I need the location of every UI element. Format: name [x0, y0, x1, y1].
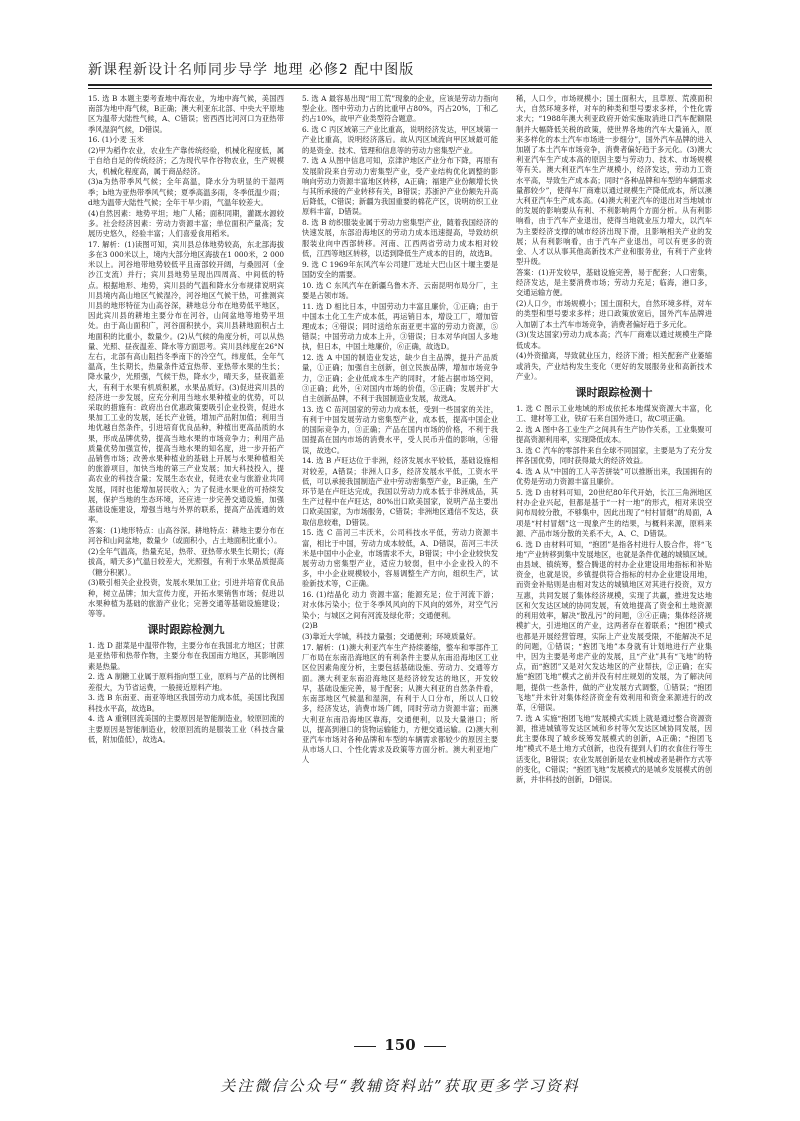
answer-paragraph: 答案：(1)开发较早，基础设施完善，易于配套；人口密集，经济发达，是主要消费市场；劳动力充足；临海，港口多，交通运输方便。 — [516, 268, 712, 298]
column-middle — [302, 94, 498, 1039]
answer-paragraph: 8. 选 B 纺织服装业属于劳动力密集型产业，随着我国经济的快速发展，东部沿海地区的劳动力成本迅速提高，导致纺织服装业向中西部转移。河南、江西两省劳动力成本相对较低，江西等地区转移，以适到降低生产成本的目的，故选B。 — [302, 218, 498, 258]
footer-note: 关注微信公众号“教辅资料站”获取更多学习资料 — [220, 1077, 580, 1095]
section-heading: 课时跟踪检测十 — [575, 386, 653, 400]
answer-paragraph: (3)(发达国家)劳动力成本高；汽车厂商难以通过规模生产降低成本。 — [516, 330, 712, 350]
answer-paragraph: 6. 选 D 由材料可知，“抱团”是指各村进行人股合作，将“飞地”产业转移到集中发展地区，也就是条件优越的城镇区域。由县域、镇统筹，整合腾退的村办企业建设用地指标和补贴资金，也就是说，乡镇提供符合指标的村办企业建设用地，而资金补贴则是由相对发达的城镇地区对其进行投资，双方互惠，共同发展了集体经济规模，实现了共赢，推进发达地区和欠发达区域的协同发展，有效地提高了资金和土地资源的利用效率，解决“散乱污”的问题，③④正确；集体经济规模扩大，引进地区的产业，这两者存在着联系；“抱团”模式也都是开展经营管理，实际上产业发展受限，不能解决不足的问题，①错误；“抱团飞地”本身就有计划地进行产业集中，因为主要是考虑产业的发展，且“产业”具有“飞地”的特点，而“抱团”又是对欠发达地区的产业帮扶，②正确；在实施“抱团飞地”模式之前并没有村庄规划的发展，为了解决问题，提供一些条件，做的产业发展方式调整，①错误；“抱团飞地”并未针对集体经济资金有效利用和资金来源进行的改革，④错误。 — [516, 539, 712, 712]
header-rule-thick — [88, 84, 712, 86]
answer-paragraph: (4)外资撤离，导致就业压力，经济下滑；相关配套产业萎缩或消失，产业结构发生变化（更好的发展服务业和高新技术产业）。 — [516, 351, 712, 381]
answer-paragraph: 3. 选 B 东南亚、南亚等地区我国劳动力成本低，美国比我国科技水平高，故选B。 — [88, 693, 284, 713]
answer-paragraph: 15. 选 C 苗河三丰沃米，公司科技水平低，劳动力资源丰富，相比于中国，劳动力成本较低，A、D错误，苗河三丰沃米是中国中小企业，市场需求不大，B错误；中小企业较快发展劳动力密集型产业，适应力较弱，但中小企业投入的不多，中小企业规模较小，容易调整生产方向，组织生产，试验新技术等，C正确。 — [302, 528, 498, 589]
answer-paragraph: (2)人口少，市场规模小；国土面积大，自然环境多样，对车的类型和型号要求多样；进口政策放宽后，国外汽车品牌进入加剧了本土汽车市场竞争，消费者偏好趋于多元化。 — [516, 299, 712, 329]
column-left — [88, 94, 284, 1039]
answer-paragraph: 5. 选 A 最容易出现“用工荒”现象的企业，应该是劳动力指向型企业。图中劳动力占的比重甲占80%，丙占20%，丁和乙约占10%，故甲产业类型符合题意。 — [302, 94, 498, 124]
answer-paragraph: 16. (1)小麦 玉米 — [88, 135, 144, 145]
answer-paragraph: 15. 选 B 本题主要考查地中海农业，为地中海气候，美国西南部为地中海气候，B正确；澳大利亚东北部、中央大平原地区为温带大陆性气候，A、C错误；密西西比河河口为亚热带季风湿润气候，D错误。 — [88, 94, 284, 134]
page-number: 150 — [0, 1036, 800, 1054]
answer-paragraph: 6. 选 C 丙区域第三产业比重高，说明经济发达，甲区域第一产业比重高，说明经济落后。故从丙区域流向甲区域最可能的是资金、技术、管理和信息等的劳动力密集型产业。 — [302, 125, 498, 155]
answer-paragraph: 2. 选 A 制糖工业属于原料指向型工业，原料与产品的比例相差很大，为节省运费，一般接近原料产地。 — [88, 672, 284, 692]
answer-paragraph: 17. 解析：(1)澳大利亚汽车生产持续萎缩，整车和零部件工厂布局在东南沿海地区的有利条件主要从东南沿海地区工业区位因素角度分析，主要包括基础设施、劳动力、交通等方面。澳大利亚东南沿海地区是经济较发达的地区，开发较早，基础设施完善，易于配套；从澳大利亚的自然条件看，东南部地区气候温和湿润，有利于人口分布，所以人口较多，经济发达，消费市场广阔，同时劳动力资源丰富；而澳大利亚东南沿海地区靠海，交通便利，以及大量港口；所以，提高到港口的货物运输能力，方便交通运输。(2)澳大利亚汽车市场对各种品牌和车型的车辆需求都较少的原因主要从市场人口、个性化需求及政策等方面分析。澳大利亚地广人 — [302, 643, 498, 765]
answer-paragraph: 稀，人口少，市场规模小；国土面积大，且草原、荒漠面积大，自然环境多样，对车的种类和型号要求多样，个性化需求大；“1988年澳大利亚政府开始实施取消进口汽车配额限制并大幅降低关税的政策，使世界各地的汽车大量涌入，原来多样化的本土汽车市场进一步细分”，国外汽车品牌的进入加剧了本土汽车市场竞争，消费者偏好趋于多元化。(3)澳大利亚汽车生产成本高的原因主要与劳动力、技术、市场规模等有关。澳大利亚汽车生产规模小，经济发达，劳动力工资水平高，导致生产成本高；同时“各种品牌和车型的车辆需求量都较少”，使得车厂商难以通过规模生产降低成本，所以澳大利亚汽车生产成本高。(4)澳大利亚汽车的退出对当地城市的发展的影响要从有利、不利影响两个方面分析。从有利影响看，由于汽车产业退出，使得当地就业压力增大，以汽车为主要经济支撑的城市经济出现下滑，且影响相关产业的发展；从有利影响看，由于汽车产业退出，可以有更多的资金、人才以从事其他高新技术产业和服务业，有利于产业转型升级。 — [516, 94, 712, 267]
answer-paragraph: 1. 选 C 图示工业地域的形成依托本地煤炭资源大丰富，化工、建材等工业，铁矿石来自国外进口，故C项正确。 — [516, 404, 712, 424]
answer-paragraph: 14. 选 B 卢旺达位于非洲，经济发展水平较低，基础设施相对较差，A错误；非洲人口多，经济发展水平低，工资水平低，可以承接我国制造产业中劳动密集型产业，B正确，生产环节是在卢旺达完成，我国以劳动力成本低于非洲成品，其生产过程中在卢旺达，80%出口欧美国家，说明产品主要出口欧美国家，为市场服务，C错误；非洲地区通信不发达，获取信息较难，D错误。 — [302, 456, 498, 527]
answer-paragraph: 12. 选 A 中国的制造业发达，缺少自主品牌，提升产品质量，①正确；加强自主创新，创立民族品牌，增加市场竞争力，②正确；企业低成本生产的同时，才能占据市场空间，③正确；此外，④对国内市场的价值，⑤正确；发展并扩大自主创新品牌，不利于我国制造业发展，故选A。 — [302, 353, 498, 404]
answer-paragraph: (2)甲为稻作农业，农业生产靠传统经验，机械化程度低，属于自给自足的传统经济；乙为现代早作谷物农业，生产规模大，机械化程度高，属于商品经济。 — [88, 146, 284, 176]
answer-paragraph: (2)B — [302, 621, 318, 631]
answer-paragraph: 7. 选 A 实施“抱团飞地”发展模式实质上就是通过整合资源资源，推进城镇等发达区域和乡村等欠发达区域协同发展，因此主要体现了城乡统筹发展模式的创新，A正确；“抱团飞地”模式不是土地方式创新，也没有提到人们的衣食住行等生活变化，B错误；农业发展创新是农业机械或者是耕作方式等的变化，C错误；“抱团飞地”发展模式的是城乡发展模式的创新，并非科技的创新，D错误。 — [516, 713, 712, 784]
answer-paragraph: (4)自然因素：地势平坦；地广人稀；面积同期，灌溉水源较多。社会经济因素：劳动力资源丰富；单位面积产量高；发展历史悠久，经验丰富；人们喜爱食用稻米。 — [88, 208, 284, 239]
section-heading: 课时跟踪检测九 — [147, 623, 225, 637]
answer-paragraph: 4. 选 A 重钢回流美国的主要原因是智能制造业，较原回流的主要原因是智能制造业，较原回流的是服装工业（科技含量低，附加值低），故选A。 — [88, 714, 284, 744]
answer-paragraph: 5. 选 D 由材料可知，20世纪80年代开始，长江三角洲地区村办企业兴起，但都是基于“一村一地”的形式，相对来说空间布局较分散，不够集中，因此出现了“村村冒烟”的局面，A项是“村村冒烟”这一现象产生的结果，与概料来源，原料来源、产品市场分散的关系不大，A、C、D错误。 — [516, 488, 712, 538]
answer-paragraph: 9. 选 C 1969年东风汽车公司建厂选址大巴山区十堰主要是国防安全的需要。 — [302, 259, 498, 279]
answer-paragraph: 4. 选 A 从“中国的工人辛苦拼装”可以推断出来，我国拥有的优势是劳动力资源丰富且廉价。 — [516, 467, 712, 487]
answer-paragraph: (2)全年气温高，热量充足，热带、亚热带水果生长期长；(海拔高，晴天多)气温日较差大，光照强，有利于水果品质提高（糖分积累）。 — [88, 547, 284, 577]
answer-paragraph: 13. 选 C 苗河国家的劳动力成本低，受到一些国家的关注，有利于中国发展劳动力密集型产业，成本低，提高中国企业的国际竞争力，③正确；产品在国内市场的价格，不利于我国提高在国内市场的消费水平，受人民币升值的影响，④错误，故选C。 — [302, 404, 498, 455]
answer-paragraph: 2. 选 A 图中各工业生产之间具有生产协作关系，工业集聚可提高资源利用率，实现降低成本。 — [516, 425, 712, 445]
answer-paragraph: 3. 选 C 汽车的零部件来自全球不同国家，主要是为了充分发挥各国优势，同时获得最大的经济效益。 — [516, 446, 712, 466]
header-title: 新课程新设计名师同步导学 地理 必修2 配中图版 — [88, 62, 415, 78]
answer-paragraph: 10. 选 C 东风汽车在新疆乌鲁木齐、云南昆明布局分厂，主要是占领市场。 — [302, 280, 498, 300]
answer-paragraph: 1. 选 D 甜菜是中温带作物，主要分布在我国北方地区；甘蔗是亚热带和热带作物，主要分布在我国南方地区，其影响因素是热量。 — [88, 641, 284, 671]
answer-paragraph: 16. (1)结晶化 动力 资源丰富；能源充足；位于河流下游；对水体污染小；位于冬季风风向的下风向的郊外，对空气污染小；与城区之间有河流及绿化带；交通便利。 — [302, 590, 498, 620]
answer-paragraph: (3)吸引相关企业投资，发展水果加工业；引进并培育优良品种，树立品牌；加大宣传力度，开拓水果销售市场；促进以水果种植为基础的旅游产业化；完善交通等基础设施建设；等等。 — [88, 578, 284, 618]
answer-paragraph: 17. 解析：(1)读图可知，宾川县总体地势较高，东北部海拔多在3 000米以上，境内大部分地区海拔在1 000米，2 000米以上。河谷地带地势较低平且南部较开阔，与桑园河（金沙江支流）并行；宾川县地势呈现出四周高、中间低的特点。根据地形、地势，宾川县的气温和降水分布规律说明宾川县境内高山地区气候湿冷，河谷地区气候干热，可推测宾川县的地形特征为山高谷深，耕地总分布在地势低平地区，因此宾川县的耕地主要分布在河谷，山间盆地等地势平坦处。由于高山面积广，河谷面积狭小，宾川县耕地面积占土地面积的比重小，数量少。(2)从气候的角度分析，可以从热量、光照、昼夜温差、降水等方面思考。宾川县纬度在26°N左右，北部有高山阻挡冬季南下的冷空气，纬度低，全年气温高，生长期长，热量条件适宜热带、亚热带水果的生长；降水量少，光照强，气候干热，降水少，晴天多，昼夜温差大，有利于水果有机质积累，水果品质好。(3)促进宾川县的经济进一步发展，应充分利用当地水果种植业的优势，可以采取的措施有：政府出台优惠政策要吸引企业投资，促进水果加工工业的发展，延长产业链，增加产品附加值；利用当地优越自然条件，引进培育优良品种，种植出更高品质的水果，形成品牌优势，提高当地水果的市场竞争力；利用产品质量优势加强宣传，提高当地水果的知名度，进一步开拓产品销售市场；改善水果种植业的基础上开展与水果种植相关的旅游项目，加快当地的第三产业发展；加大科技投入，提高农业的科技含量；发展生态农业，促进农业与旅游业共同发展，同时也能增加居民收入；为了促进水果业的可持续发展，保护当地的生态环境，还应进一步完善交通设施，加强基础设施建设，增强当地与外界的联系，提高产品流通的效率。 — [88, 239, 284, 525]
header-rule-thin — [88, 88, 712, 89]
answer-paragraph: 答案：(1)地形特点：山高谷深。耕地特点：耕地主要分布在河谷和山间盆地，数量少（或面积小，占土地面积比重小）。 — [88, 526, 284, 546]
answer-paragraph: 7. 选 A 从图中信息可知，京津沪地区产业分布下降，再原有发展阶段来自劳动力密集型产业，受产业结构优化调整的影响向劳动力资源丰富地区转移，A正确；福建产业份额增长快与其所承接的产业转移有关，B错误；苏浙沪产业份额先升高后降低，C错误；新疆为我国重要的棉花产区，说明纺织工业原料丰富，D错误。 — [302, 156, 498, 217]
column-right — [516, 94, 712, 1039]
answer-paragraph: (3)靠近大学城，科技力量强；交通便利；环境质量好。 — [302, 632, 481, 642]
answer-paragraph: (3)a为热带季风气候；全年高温，降水分为明显的干湿两季；b地为亚热带季风气候；夏季高温多雨，冬季低温少雨；d地为温带大陆性气候；全年干旱少雨，气温年较差大。 — [88, 177, 284, 207]
answer-paragraph: 11. 选 D 相比日本，中国劳动力丰富且廉价，①正确；由于中国本土化工生产成本低，再运销日本，增设工厂，增加管理成本；④错误；同时送给东南亚更丰富的劳动力资源，⑤错误；中国劳动力成本上升，③错误；日本对华向国人多地执，但日本，中国土地廉价，⑥正确，故选D。 — [302, 301, 498, 352]
